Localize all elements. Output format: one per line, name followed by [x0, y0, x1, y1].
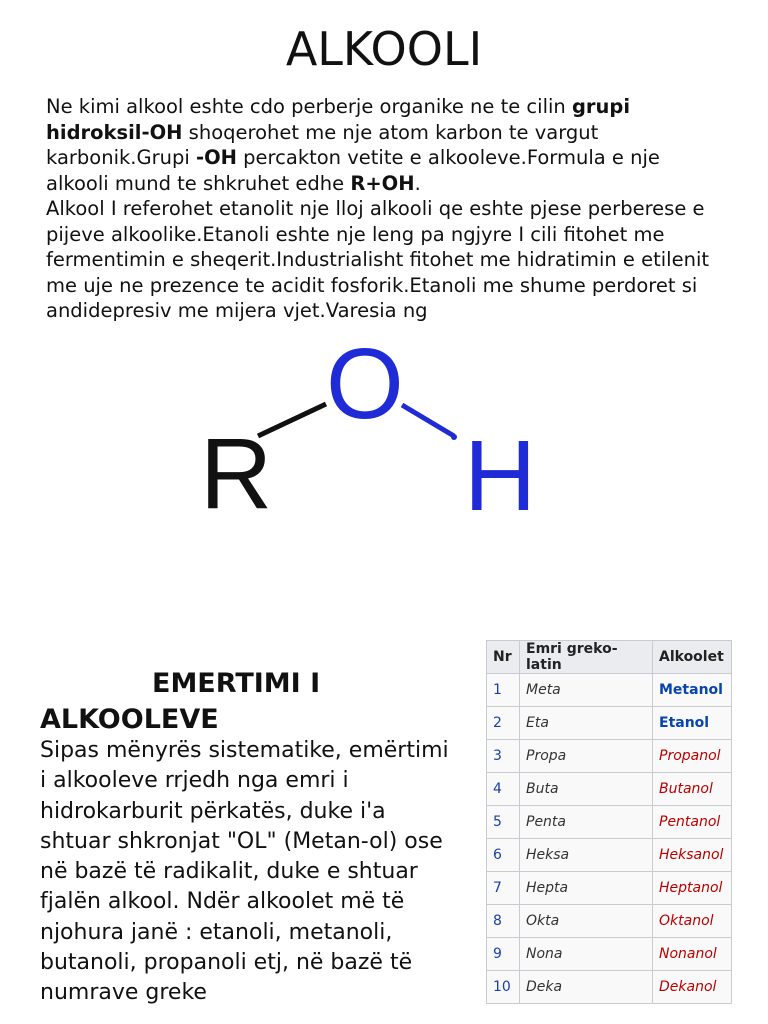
cell-latin-name: Nona [520, 938, 653, 971]
section-heading [40, 666, 460, 738]
cell-nr: 7 [487, 872, 520, 905]
table-row [487, 872, 732, 905]
table-header-alkoolet: Alkoolet [653, 641, 732, 674]
intro-p1-part: shoqerohet me nje atom karbon te vargut karbonik.Grupi [46, 120, 599, 169]
alcohol-link[interactable]: Propanol [653, 740, 732, 773]
h-label: H [464, 420, 537, 520]
intro-p1-part: Ne kimi alkool eshte cdo perberje organike ne te cilin [46, 95, 572, 118]
intro-bold-formula: R+OH [350, 171, 415, 195]
alcohol-link[interactable]: Pentanol [653, 806, 732, 839]
cell-nr: 2 [487, 707, 520, 740]
table-header-row [487, 641, 732, 674]
intro-p1-part: . [414, 171, 421, 195]
alcohol-link[interactable]: Nonanol [653, 938, 732, 971]
o-h-bond [402, 405, 454, 436]
table-row [487, 938, 732, 971]
cell-latin-name: Hepta [520, 872, 653, 905]
alcohol-link[interactable]: Etanol [653, 707, 732, 740]
cell-nr: 3 [487, 740, 520, 773]
alcohol-link[interactable]: Dekanol [653, 971, 732, 1004]
cell-latin-name: Eta [520, 707, 653, 740]
cell-nr: 5 [487, 806, 520, 839]
cell-latin-name: Heksa [520, 839, 653, 872]
bond-dot [451, 434, 457, 440]
intro-text [46, 94, 726, 347]
cell-nr: 4 [487, 773, 520, 806]
cell-latin-name: Meta [520, 674, 653, 707]
intro-paragraph-2: Alkool I referohet etanolit nje lloj alkooli qe eshte pjese perberese e pijeve alkoolike.Etanoli eshte nje leng pa ngjyre I cili fitohet me fermentimin e sheqerit.Industrialisht fitohet me hidratimin e etilenit me uje ne prezence te acidit fosforik.Etanoli me shume perdoret si andidepresiv me mijera vjet.Varesia ng [46, 197, 710, 322]
intro-bold-oh: -OH [195, 146, 237, 169]
cell-latin-name: Penta [520, 806, 653, 839]
cell-nr: 1 [487, 674, 520, 707]
cell-nr: 6 [487, 839, 520, 872]
table-row [487, 740, 732, 773]
cell-nr: 9 [487, 938, 520, 971]
cell-latin-name: Okta [520, 905, 653, 938]
cell-nr: 10 [487, 971, 520, 1004]
section-heading-line2: ALKOOLEVE [40, 704, 219, 735]
section-heading-line1: EMERTIMI I [152, 668, 321, 699]
alcohol-structure-diagram [190, 330, 550, 520]
cell-latin-name: Deka [520, 971, 653, 1004]
table-row [487, 773, 732, 806]
cell-latin-name: Buta [520, 773, 653, 806]
intro-p1-part: percakton vetite e alkooleve.Formula e nje alkooli mund te shkruhet edhe [46, 146, 660, 195]
table-row [487, 707, 732, 740]
o-label: O [326, 330, 404, 440]
table-header-nr: Nr [487, 641, 520, 674]
alcohol-link[interactable]: Metanol [653, 674, 732, 707]
cell-nr: 8 [487, 905, 520, 938]
alcohol-link[interactable]: Heksanol [653, 839, 732, 872]
table-row [487, 905, 732, 938]
table-row [487, 806, 732, 839]
intro-bold-hydroxyl: grupi hidroksil-OH [46, 95, 631, 144]
table-row [487, 839, 732, 872]
section-body-text: Sipas mënyrës sistematike, emërtimi i alkooleve rrjedh nga emri i hidrokarburit përkatës, duke i'a shtuar shkronjat "OL" (Metan-ol) ose në bazë të radikalit, duke e shtuar fjalën alkool. Ndër alkoolet më të njohura janë : etanoli, metanoli, butanoli, propanoli etj, në bazë të numrave greke [40, 738, 449, 1006]
alcohols-table [486, 640, 732, 1004]
table-row [487, 674, 732, 707]
page-title: ALKOOLI [285, 22, 483, 76]
r-label: R [200, 418, 273, 520]
table-header-latin: Emri greko-latin [520, 641, 653, 674]
alcohol-link[interactable]: Butanol [653, 773, 732, 806]
table-row [487, 971, 732, 1004]
alcohol-link[interactable]: Oktanol [653, 905, 732, 938]
alcohol-link[interactable]: Heptanol [653, 872, 732, 905]
cell-latin-name: Propa [520, 740, 653, 773]
